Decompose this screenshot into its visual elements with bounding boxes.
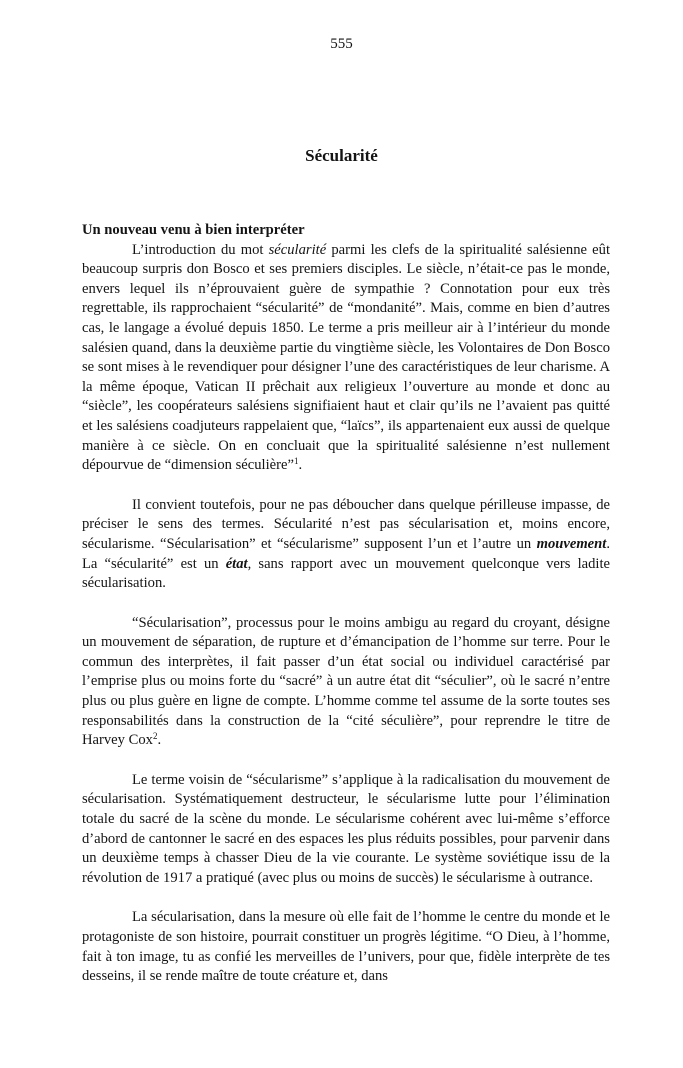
paragraph-2 (82, 496, 610, 594)
text-run: . (157, 732, 162, 749)
emphasis-text: état (225, 555, 248, 572)
emphasis-text: sécularité (268, 241, 327, 258)
chapter-title: Sécularité (305, 146, 378, 165)
text-run: L’introduction du mot (132, 241, 269, 258)
text-run: parmi les clefs de la spiritualité salésienne eût beaucoup surpris don Bosco et ses premiers disciples. Le siècle, n’était-ce pas le monde, envers lequel ils n’éprouvaient guère de sympathie ? Connotation pour eux très regrettable, ils rapprochaient “sécularité” de “mondanité”. Mais, comme en bien d’autres cas, le langage a évolué depuis 1850. Le terme a pris meilleur air à l’intérieur du monde salésien quand, dans la deuxième partie du vingtième siècle, les Volontaires de Don Bosco se sont mises à le revendiquer pour désigner l’une des caractéristiques de leur charisme. A la même époque, Vatican II prêchait aux religieux l’ouverture au monde et donc au “siècle”, les coopérateurs salésiens signifiaient haut et clair qu’ils ne l’avaient pas quitté et les salésiens coadjuteurs rappelaient que, “laïcs”, ils appartenaient eux aussi de quelque manière à ce siècle. On en concluait que la spiritualité salésienne n’est nullement dépourvue de “dimension séculière” (82, 241, 610, 474)
emphasis-text: mouvement (536, 535, 607, 552)
text-run: . (298, 457, 303, 474)
body-text (82, 221, 610, 987)
paragraph-3 (82, 614, 610, 751)
text-run: , sans rapport avec un mouvement quelconque vers ladite sécularisation. (82, 555, 610, 592)
paragraph-1 (82, 241, 610, 476)
text-run: Il convient toutefois, pour ne pas déboucher dans quelque périlleuse impasse, de préciser le sens des termes. Sécularité n’est pas sécularisation et, moins encore, sécularisme. “Sécularisation” et “sécularisme” supposent l’un et l’autre un (82, 496, 610, 552)
section-heading: Un nouveau venu à bien interpréter (82, 222, 305, 238)
paragraph-4: Le terme voisin de “sécularisme” s’applique à la radicalisation du mouvement de sécularisation. Systématiquement destructeur, le sécularisme lutte pour l’élimination totale du sacré de la scène du monde. Le sécularisme cohérent avec lui-même s’efforce d’abord de cantonner le sacré en des espaces les plus réduits possibles, pour parvenir dans un deuxième temps à chasser Dieu de la vie courante. Le système soviétique issu de la révolution de 1917 a pratiqué (avec plus ou moins de succès) le sécularisme à outrance. (82, 771, 610, 886)
text-run: “Sécularisation”, processus pour le moins ambigu au regard du croyant, désigne un mouvement de séparation, de rupture et d’émancipation de l’homme sur terre. Pour le commun des interprètes, il fait passer d’un état social ou individuel caractérisé par l’emprise plus ou moins forte du “sacré” à un autre état dit “séculier”, où le sacré n’entre plus ou plus guère en ligne de compte. L’homme comme tel assume de la sorte toutes ses responsabilités dans la construction de la “cité séculière”, pour reprendre le titre de Harvey Cox (82, 614, 610, 749)
page-number: 555 (330, 36, 353, 52)
text-run: . La “sécularité” est un (82, 535, 610, 572)
paragraph-5: La sécularisation, dans la mesure où elle fait de l’homme le centre du monde et le protagoniste de son histoire, pourrait constituer un progrès légitime. “O Dieu, à l’homme, fait à ton image, tu as confié les merveilles de l’univers, pour que, fidèle interprète de tes desseins, il se rende maître de toute créature et, dans (82, 909, 610, 985)
footnote-ref-2[interactable]: 2 (152, 731, 158, 742)
footnote-ref-1[interactable]: 1 (293, 456, 299, 467)
